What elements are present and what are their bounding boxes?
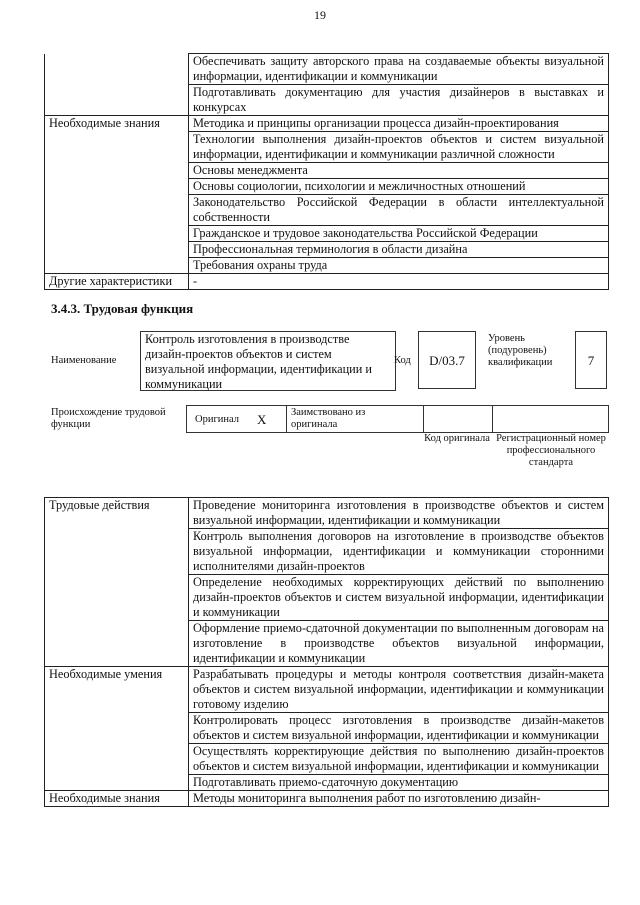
knowledge-table-continued: [44, 53, 609, 290]
function-code: D/03.7: [418, 331, 476, 389]
table-row: [45, 163, 609, 179]
row-text: Профессиональная терминология в области дизайна: [189, 242, 609, 258]
row-text: Требования охраны труда: [189, 258, 609, 274]
level-label: Уровень (подуровень) квалификации: [488, 333, 553, 368]
labor-function-table: [44, 497, 609, 807]
row-text: Основы социологии, психологии и межличностных отношений: [189, 179, 609, 195]
table-row: [45, 791, 609, 807]
row-text: Гражданское и трудовое законодательства Российской Федерации: [189, 226, 609, 242]
table-row: [45, 744, 609, 775]
row-text: Контролировать процесс изготовления в производстве дизайн-макетов объектов и систем визуальной информации, идентификации и коммуникации: [189, 713, 609, 744]
table-row: [45, 226, 609, 242]
table-row: [45, 258, 609, 274]
origin-box: [186, 405, 609, 433]
row-text: Подготавливать документацию для участия дизайнеров в выставках и конкурсах: [189, 85, 609, 116]
section-title: 3.4.3. Трудовая функция: [51, 301, 194, 316]
row-text: Технологии выполнения дизайн-проектов объектов и систем визуальной информации, идентификации и коммуникации различной сложности: [189, 132, 609, 163]
row-text: Методика и принципы организации процесса дизайн-проектирования: [189, 116, 609, 132]
table-row: [45, 575, 609, 621]
original-label: Оригинал: [195, 414, 239, 425]
table-row: [45, 498, 609, 529]
row-label: [45, 179, 189, 195]
table-row: [45, 242, 609, 258]
row-text: Определение необходимых корректирующих действий по выполнению дизайн-проектов объектов и систем визуальной информации, идентификации и коммуникации: [189, 575, 609, 621]
table-row: [45, 116, 609, 132]
table-row: [45, 775, 609, 791]
table-row: [45, 667, 609, 713]
table-row: [45, 179, 609, 195]
row-text: Проведение мониторинга изготовления в производстве объектов и систем визуальной информации, идентификации и коммуникации: [189, 498, 609, 529]
table-row: [45, 85, 609, 116]
row-label: Трудовые действия: [45, 498, 189, 529]
table-row: [45, 529, 609, 575]
table-row: [45, 132, 609, 163]
row-label: [45, 575, 189, 621]
code-label: Код: [394, 355, 411, 366]
row-label: [45, 744, 189, 775]
table-row: [45, 713, 609, 744]
row-label: Необходимые знания: [45, 116, 189, 132]
row-text: -: [189, 274, 609, 290]
row-label: [45, 132, 189, 163]
code-original-caption: Код оригинала: [424, 433, 490, 444]
borrowed-label: Заимствовано из оригинала: [291, 407, 366, 430]
row-label: [45, 163, 189, 179]
table-row: [45, 54, 609, 85]
row-label: [45, 775, 189, 791]
row-text: Контроль выполнения договоров на изготовление в производстве объектов визуальной информации, идентификации и коммуникации сторонними исполнителями дизайн-проектов: [189, 529, 609, 575]
page-number: 19: [314, 8, 326, 22]
row-label: Другие характеристики: [45, 274, 189, 290]
row-label: [45, 226, 189, 242]
row-label: [45, 54, 189, 85]
function-name: Контроль изготовления в производстве дизайн-проектов объектов и систем визуальной информации, идентификации и коммуникации: [140, 331, 396, 391]
table-row: [45, 195, 609, 226]
row-text: Осуществлять корректирующие действия по выполнению дизайн-проектов объектов и систем визуальной информации, идентификации и коммуникации: [189, 744, 609, 775]
row-label: [45, 242, 189, 258]
row-text: Обеспечивать защиту авторского права на создаваемые объекты визуальной информации, идентификации и коммуникации: [189, 54, 609, 85]
row-text: Методы мониторинга выполнения работ по изготовлению дизайн-: [189, 791, 609, 807]
row-label: [45, 258, 189, 274]
reg-number-caption: Регистрационный номер профессионального стандарта: [496, 433, 606, 468]
original-mark: X: [257, 412, 267, 427]
row-text: Оформление приемо-сдаточной документации по выполненным договорам на изготовление в производстве объектов визуальной информации, идентификации и коммуникации: [189, 621, 609, 667]
name-label: Наименование: [51, 355, 117, 366]
origin-label: Происхождение трудовой функции: [51, 407, 166, 430]
row-label: [45, 195, 189, 226]
row-text: Разрабатывать процедуры и методы контроля соответствия дизайн-макета объектов и систем визуальной информации, идентификации и коммуникации готовому изделию: [189, 667, 609, 713]
qualification-level: 7: [575, 331, 607, 389]
row-text: Подготавливать приемо-сдаточную документацию: [189, 775, 609, 791]
row-label: Необходимые умения: [45, 667, 189, 713]
row-label: Необходимые знания: [45, 791, 189, 807]
table-row: [45, 621, 609, 667]
row-label: [45, 529, 189, 575]
row-label: [45, 85, 189, 116]
row-text: Законодательство Российской Федерации в области интеллектуальной собственности: [189, 195, 609, 226]
row-text: Основы менеджмента: [189, 163, 609, 179]
row-label: [45, 713, 189, 744]
row-label: [45, 621, 189, 667]
table-row: [45, 274, 609, 290]
